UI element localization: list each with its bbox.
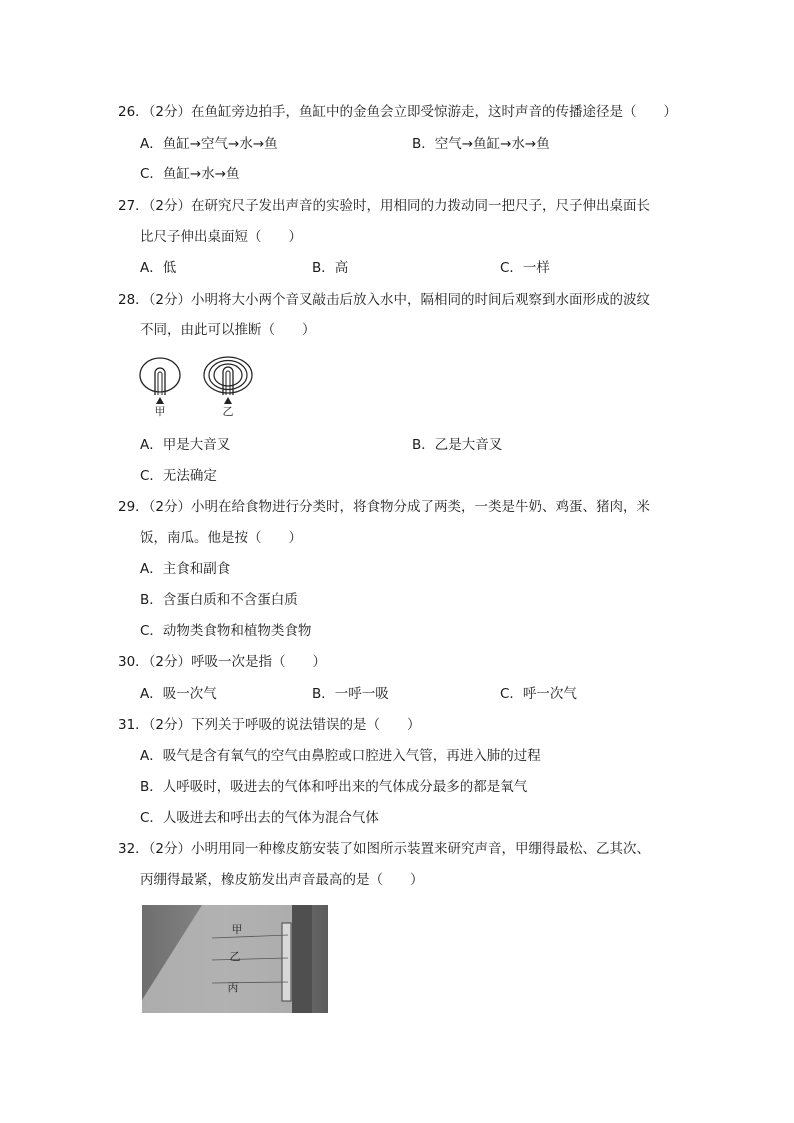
photo-label-yi: 乙 bbox=[229, 950, 241, 963]
question-30-option-a: A．吸一次气 bbox=[140, 686, 217, 702]
question-28-option-b: B．乙是大音叉 bbox=[412, 437, 503, 453]
question-29-option-c: C．动物类食物和植物类食物 bbox=[140, 623, 312, 639]
question-28-option-a: A．甲是大音叉 bbox=[140, 437, 231, 453]
question-26-option-b: B．空气→鱼缸→水→鱼 bbox=[412, 136, 550, 152]
question-29-text-line1: 29．（2分）小明在给食物进行分类时，将食物分成了两类，一类是牛奶、鸡蛋、猪肉，米 bbox=[118, 499, 651, 515]
question-29-option-b: B．含蛋白质和不含蛋白质 bbox=[140, 592, 298, 608]
fork-jia-illustration bbox=[140, 358, 180, 404]
photo-label-jia: 甲 bbox=[231, 923, 243, 936]
question-31-text: 31．（2分）下列关于呼吸的说法错误的是（ ） bbox=[118, 717, 421, 733]
question-28-text-line2: 不同，由此可以推断（ ） bbox=[140, 322, 316, 338]
question-27-text-line2: 比尺子伸出桌面短（ ） bbox=[140, 229, 302, 245]
fork-label-jia: 甲 bbox=[154, 405, 166, 417]
question-30-option-c: C．呼一次气 bbox=[500, 686, 577, 702]
question-32-text-line1: 32．（2分）小明用同一种橡皮筋安装了如图所示装置来研究声音，甲绷得最松、乙其次、 bbox=[118, 841, 651, 857]
question-26-text: 26．（2分）在鱼缸旁边拍手，鱼缸中的金鱼会立即受惊游走，这时声音的传播途径是（ ） bbox=[118, 104, 678, 120]
question-32-text-line2: 丙绷得最紧，橡皮筋发出声音最高的是（ ） bbox=[140, 872, 424, 888]
photo-label-bing: 丙 bbox=[227, 981, 239, 994]
tuning-fork-ripple-figure bbox=[138, 355, 258, 417]
question-31-option-b: B．人呼吸时，吸进去的气体和呼出来的气体成分最多的都是氧气 bbox=[140, 779, 528, 795]
question-30-text: 30．（2分）呼吸一次是指（ ） bbox=[118, 654, 327, 670]
question-27-option-a: A．低 bbox=[140, 260, 177, 276]
question-28-text-line1: 28．（2分）小明将大小两个音叉敲击后放入水中，隔相同的时间后观察到水面形成的波纹 bbox=[118, 292, 651, 308]
question-27-option-b: B．高 bbox=[312, 260, 349, 276]
fork-yi-illustration bbox=[204, 357, 252, 404]
question-31-option-c: C．人吸进去和呼出去的气体为混合气体 bbox=[140, 810, 379, 826]
fork-label-yi: 乙 bbox=[222, 405, 234, 417]
question-27-option-c: C．一样 bbox=[500, 260, 550, 276]
question-29-text-line2: 饭，南瓜。他是按（ ） bbox=[140, 530, 302, 546]
question-26-option-c: C．鱼缸→水→鱼 bbox=[140, 166, 240, 182]
rubber-band-apparatus-photo bbox=[142, 905, 328, 1013]
question-30-option-b: B．一呼一吸 bbox=[312, 686, 389, 702]
question-26-option-a: A．鱼缸→空气→水→鱼 bbox=[140, 136, 278, 152]
question-29-option-a: A．主食和副食 bbox=[140, 561, 231, 577]
question-31-option-a: A．吸气是含有氧气的空气由鼻腔或口腔进入气管，再进入肺的过程 bbox=[140, 748, 541, 764]
question-27-text-line1: 27．（2分）在研究尺子发出声音的实验时，用相同的力拨动同一把尺子，尺子伸出桌面长 bbox=[118, 198, 651, 214]
question-28-option-c: C．无法确定 bbox=[140, 468, 217, 484]
